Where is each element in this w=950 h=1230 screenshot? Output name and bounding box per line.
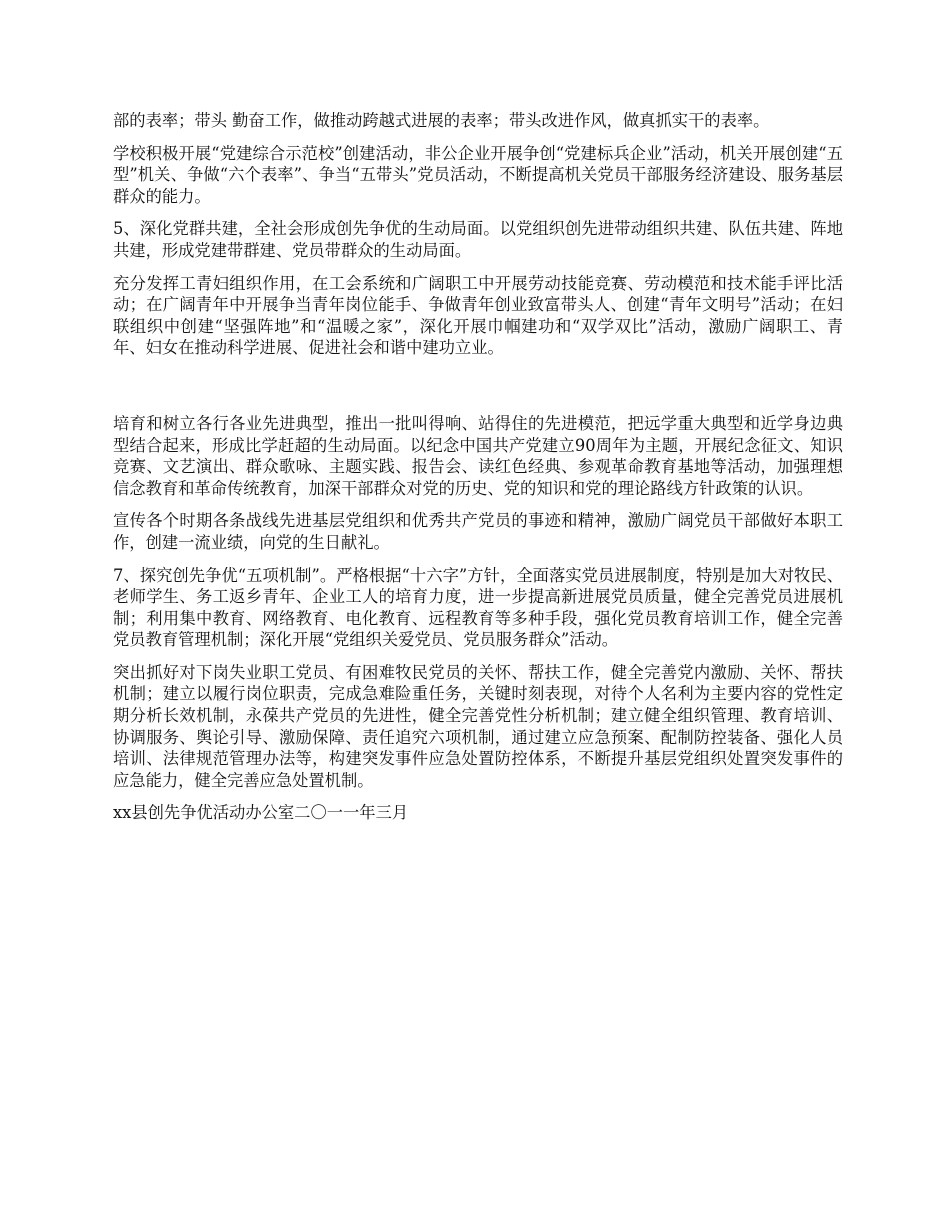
paragraph-7: 7、探究创先争优“五项机制”。严格根据“十六字”方针，全面落实党员进展制度，特别是加大对牧民、老师学生、务工返乡青年、企业工人的培育力度，进一步提高新进展党员质量，健全完善党员进展机制；利用集中教育、网络教育、电化教育、远程教育等多种手段，强化党员教育培训工作，健全完善党员教育管理机制；深化开展“党组织关爱党员、党员服务群众”活动。 — [113, 565, 843, 650]
paragraph-3: 5、深化党群共建，全社会形成创先争优的生动局面。以党组织创先进带动组织共建、队伍共建、阵地共建，形成党建带群建、党员带群众的生动局面。 — [113, 219, 843, 260]
paragraph-4: 充分发挥工青妇组织作用，在工会系统和广阔职工中开展劳动技能竞赛、劳动模范和技术能手评比活动；在广阔青年中开展争当青年岗位能手、争做青年创业致富带头人、创建“青年文明号”活动；在妇联组织中创建“坚强阵地”和“温暖之家”，深化开展巾帼建功和“双学双比”活动，激励广阔职工、青年、妇女在推动科学进展、促进社会和谐中建功立业。 — [113, 273, 843, 358]
paragraph-1: 部的表率；带头 勤奋工作，做推动跨越式进展的表率；带头改进作风，做真抓实干的表率。 — [113, 111, 770, 130]
paragraph-6: 宣传各个时期各条战线先进基层党组织和优秀共产党员的事迹和精神，激励广阔党员干部做好本职工作，创建一流业绩，向党的生日献礼。 — [113, 511, 843, 552]
paragraph-2: 学校积极开展“党建综合示范校”创建活动，非公企业开展争创“党建标兵企业”活动，机关开展创建“五型”机关、争做“六个表率”、争当“五带头”党员活动，不断提高机关党员干部服务经济建设、服务基层群众的能力。 — [113, 143, 843, 206]
section-gap — [113, 370, 843, 413]
document-page — [113, 110, 843, 835]
signature-line: xx县创先争优活动办公室二〇一一年三月 — [113, 803, 409, 823]
paragraph-5: 培育和树立各行各业先进典型，推出一批叫得响、站得住的先进模范，把远学重大典型和近学身边典型结合起来，形成比学赶超的生动局面。以纪念中国共产党建立90周年为主题，开展纪念征文、知识竞赛、文艺演出、群众歌咏、主题实践、报告会、读红色经典、参观革命教育基地等活动，加强理想信念教育和革命传统教育，加深干部群众对党的历史、党的知识和党的理论路线方针政策的认识。 — [113, 413, 843, 498]
paragraph-8: 突出抓好对下岗失业职工党员、有困难牧民党员的关怀、帮扶工作，健全完善党内激励、关怀、帮扶机制；建立以履行岗位职责，完成急难险重任务，关键时刻表现，对待个人名利为主要内容的党性定期分析长效机制，永葆共产党员的先进性，健全完善党性分析机制；建立健全组织管理、教育培训、协调服务、舆论引导、激励保障、责任追究六项机制，通过建立应急预案、配制防控装备、强化人员培训、法律规范管理办法等，构建突发事件应急处置防控体系，不断提升基层党组织处置突发事件的应急能力，健全完善应急处置机制。 — [113, 662, 843, 790]
